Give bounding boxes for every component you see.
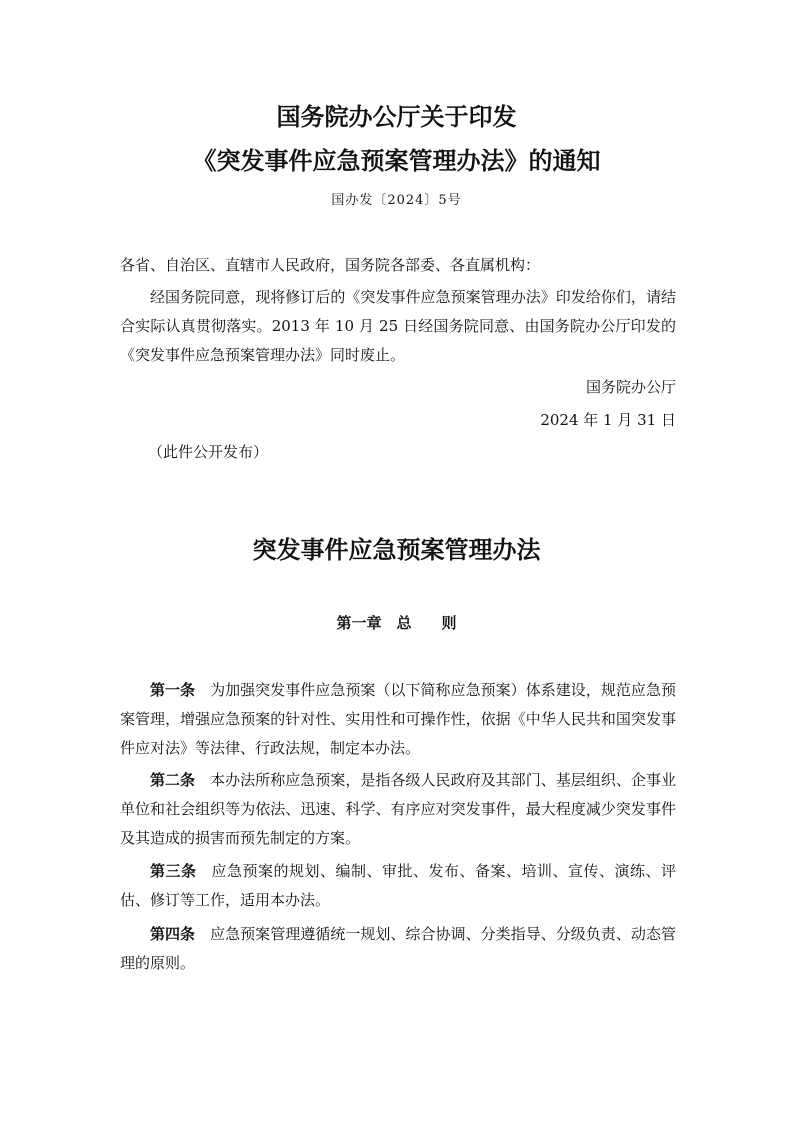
notice-title-line-2: 《突发事件应急预案管理办法》的通知: [192, 146, 601, 175]
article-text: 应急预案管理遵循统一规划、综合协调、分类指导、分级负责、动态管理的原则。: [120, 925, 676, 972]
article-label: 第三条: [150, 862, 197, 880]
article-text: 应急预案的规划、编制、审批、发布、备案、培训、宣传、演练、评估、修订等工作，适用本办法。: [120, 862, 676, 909]
salutation: 各省、自治区、直辖市人民政府，国务院各部委、各直属机构：: [120, 256, 541, 274]
article-text: 本办法所称应急预案，是指各级人民政府及其部门、基层组织、企事业单位和社会组织等为依法、迅速、科学、有序应对突发事件，最大程度减少突发事件及其造成的损害而预先制定的方案。: [120, 771, 676, 847]
article-label: 第一条: [150, 681, 196, 699]
document-number: 国办发〔2024〕5号: [331, 193, 462, 208]
measures-title: 突发事件应急预案管理办法: [252, 535, 541, 564]
article-paragraph: [120, 676, 676, 763]
notice-title-line-1: 国务院办公厅关于印发: [276, 102, 517, 131]
chapter-heading: 第一章 总 则: [336, 614, 457, 632]
article-label: 第四条: [150, 925, 196, 943]
article-paragraph: [120, 766, 676, 853]
issuer-signature: 国务院办公厅: [585, 378, 676, 396]
article-label: 第二条: [150, 771, 196, 789]
public-release-note: （此件公开发布）: [148, 443, 269, 461]
article-paragraph: [120, 920, 676, 978]
article-text: 为加强突发事件应急预案（以下简称应急预案）体系建设，规范应急预案管理，增强应急预案的针对性、实用性和可操作性，依据《中华人民共和国突发事件应对法》等法律、行政法规，制定本办法。: [120, 681, 676, 757]
issue-date: 2024 年 1 月 31 日: [540, 411, 676, 429]
article-paragraph: [120, 857, 676, 915]
notice-body: 经国务院同意，现将修订后的《突发事件应急预案管理办法》印发给你们，请结合实际认真贯彻落实。2013 年 10 月 25 日经国务院同意、由国务院办公厅印发的《突发事件应急预案管理办法》同时废止。: [120, 288, 676, 364]
